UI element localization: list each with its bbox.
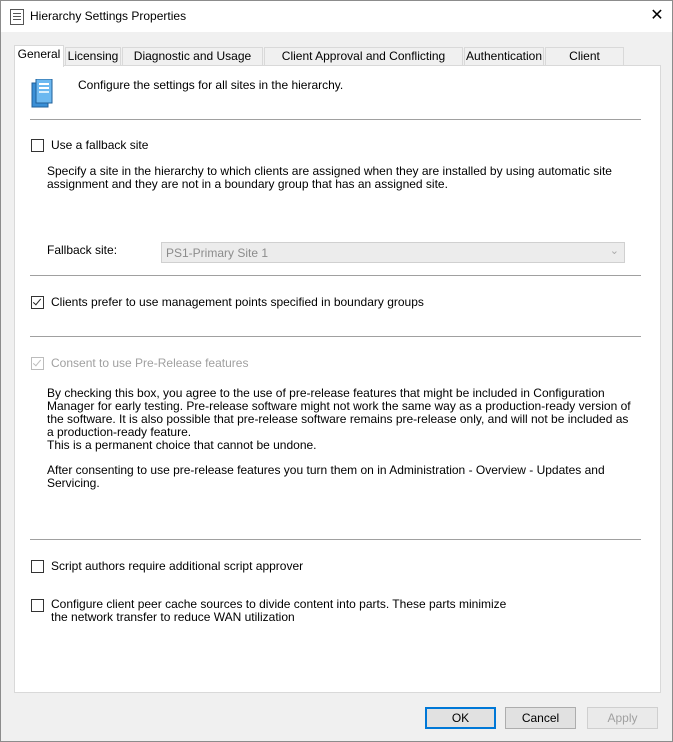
separator xyxy=(30,336,641,338)
script-approver-label: Script authors require additional script approver xyxy=(51,559,304,573)
fallback-site-description: Specify a site in the hierarchy to which clients are assigned when they are installed by using automatic site assignment and they are not in a boundary group that has an assigned site. xyxy=(47,164,612,191)
prerelease-instructions: After consenting to use pre-release features you turn them on in Administration - Overview - Updates and Servicing. xyxy=(47,463,605,490)
peer-cache-checkbox[interactable] xyxy=(31,599,44,612)
prerelease-label: Consent to use Pre-Release features xyxy=(51,356,249,370)
prerelease-description: By checking this box, you agree to the use of pre-release features that might be included in Configuration Manager for early testing. Pre-release software might not work the same way as a production-ready version of the software. It is also possible that pre-release software remains pre-release only, and will not be included as a production-ready feature. xyxy=(47,386,631,439)
tab-client-upgrade[interactable]: Client xyxy=(545,47,624,65)
window-title: Hierarchy Settings Properties xyxy=(30,9,187,23)
mp-preference-option[interactable] xyxy=(31,295,424,309)
fallback-site-value: PS1-Primary Site 1 xyxy=(166,246,269,260)
separator xyxy=(30,539,641,541)
tab-authentication[interactable]: Authentication xyxy=(465,49,543,63)
tab-diagnostic-usage-data[interactable]: Diagnostic and Usage xyxy=(122,47,263,65)
close-icon[interactable]: ✕ xyxy=(650,7,664,24)
tab-licensing[interactable]: Licensing xyxy=(65,47,121,65)
separator xyxy=(30,275,641,277)
prerelease-checkbox xyxy=(31,357,44,370)
ok-button[interactable]: OK xyxy=(425,707,496,729)
fallback-site-field-label: Fallback site: xyxy=(47,243,118,257)
prerelease-permanent-note: This is a permanent choice that cannot be undone. xyxy=(47,438,317,452)
fallback-site-checkbox[interactable] xyxy=(31,139,44,152)
cancel-button[interactable]: Cancel xyxy=(505,707,576,729)
mp-preference-label: Clients prefer to use management points specified in boundary groups xyxy=(51,295,424,309)
tab-client-approval[interactable]: Client Approval and Conflicting xyxy=(264,47,463,65)
fallback-site-label: Use a fallback site xyxy=(51,138,149,152)
peer-cache-option[interactable] xyxy=(31,598,511,624)
fallback-site-select[interactable] xyxy=(161,242,625,263)
separator xyxy=(30,119,641,121)
script-approver-checkbox[interactable] xyxy=(31,560,44,573)
script-approver-option[interactable] xyxy=(31,559,303,573)
general-tab-panel xyxy=(14,65,661,693)
prerelease-option xyxy=(31,356,248,370)
peer-cache-label: Configure client peer cache sources to divide content into parts. These parts minimize the network transfer to reduce WAN utilization xyxy=(51,597,507,624)
panel-description: Configure the settings for all sites in the hierarchy. xyxy=(78,78,344,92)
hierarchy-settings-icon xyxy=(30,79,54,109)
tab-general[interactable]: General xyxy=(14,45,64,67)
properties-icon xyxy=(10,9,24,25)
apply-button[interactable]: Apply xyxy=(587,707,658,729)
title-bar xyxy=(1,1,672,32)
fallback-site-option[interactable] xyxy=(31,138,148,152)
chevron-down-icon: ⌄ xyxy=(609,245,619,257)
mp-preference-checkbox[interactable] xyxy=(31,296,44,309)
